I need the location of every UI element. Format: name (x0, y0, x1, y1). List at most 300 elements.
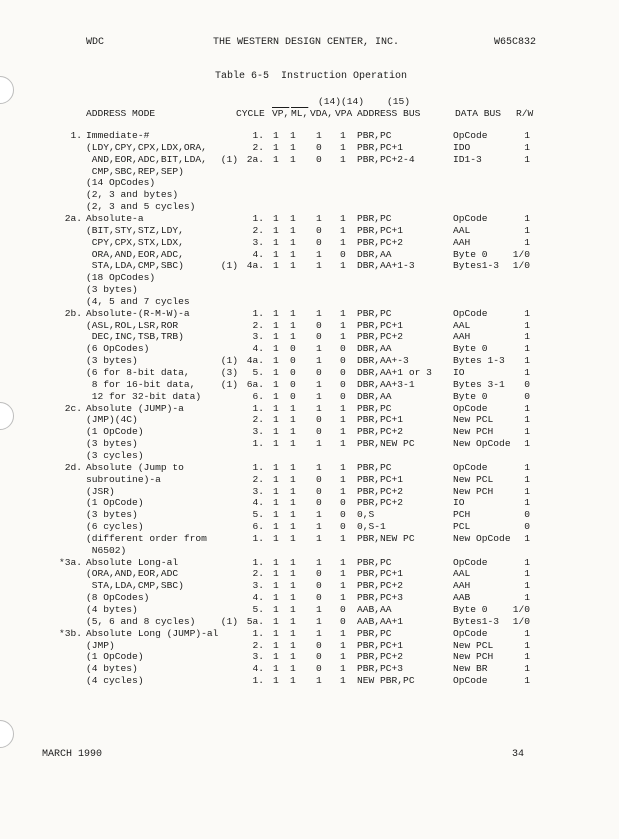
address-bus-value: PBR,PC+1 (357, 414, 404, 426)
header-address-bus: ADDRESS BUS (357, 108, 421, 119)
vda-signal: 1 (316, 509, 322, 521)
table-row (0, 568, 619, 579)
cycle-number: 1. (252, 438, 264, 450)
data-bus-value: New OpCode (453, 532, 511, 544)
mode-description: (4 cycles) (86, 675, 144, 687)
mode-description: (4 bytes) (86, 663, 138, 675)
table-row (0, 663, 619, 674)
vda-signal: 0 (316, 639, 322, 651)
ml-signal: 1 (290, 663, 296, 675)
table-row (0, 592, 619, 603)
table-row (0, 331, 619, 342)
vpa-signal: 0 (340, 343, 346, 355)
table-row (0, 308, 619, 319)
table-row (0, 201, 619, 212)
ml-signal: 1 (290, 651, 296, 663)
header-vda: VDA, (310, 108, 334, 119)
vda-signal: 0 (316, 367, 322, 378)
cycle-number: 5. (252, 367, 264, 378)
cycle-number: 2. (252, 141, 264, 153)
ml-signal: 1 (290, 153, 296, 165)
ml-signal: 0 (290, 367, 296, 378)
vda-signal: 0 (316, 497, 322, 509)
vda-signal: 1 (316, 627, 322, 639)
vp-signal: 1 (273, 627, 279, 639)
vda-signal: 1 (316, 248, 322, 260)
cycle-number: 2. (252, 639, 264, 651)
mode-description: (ORA,AND,EOR,ADC (86, 568, 179, 580)
vp-signal: 1 (273, 307, 279, 319)
ml-signal: 1 (290, 414, 296, 426)
ml-signal: 1 (290, 532, 296, 544)
rw-signal: 1 (524, 461, 530, 473)
rw-signal: 1 (524, 367, 530, 378)
cycle-number: 4a. (246, 355, 264, 367)
vpa-signal: 0 (340, 615, 346, 627)
rw-signal: 1 (524, 236, 530, 248)
mode-description: (2, 3 and 5 cycles) (86, 201, 196, 213)
table-row (0, 142, 619, 153)
table-row (0, 320, 619, 331)
data-bus-value: New PCL (453, 473, 494, 485)
header-address-mode: ADDRESS MODE (86, 108, 156, 119)
table-row (0, 249, 619, 260)
address-bus-value: PBR,PC+2 (357, 580, 404, 592)
mode-description: 12 for 32-bit data) (86, 390, 202, 402)
vp-signal: 1 (273, 260, 279, 272)
data-bus-value: New PCL (453, 639, 494, 651)
mode-description: (6 for 8-bit data, (86, 367, 190, 378)
table-row (0, 545, 619, 556)
rw-signal: 0 (524, 378, 530, 390)
table-row (0, 474, 619, 485)
rw-signal: 1 (524, 663, 530, 675)
rw-signal: 1 (524, 307, 530, 319)
vp-signal: 1 (273, 592, 279, 604)
mode-description: (4, 5 and 7 cycles (86, 295, 190, 307)
vp-signal: 1 (273, 212, 279, 224)
table-row (0, 355, 619, 366)
vda-signal: 1 (316, 556, 322, 568)
vpa-signal: 1 (340, 224, 346, 236)
vpa-signal: 1 (340, 331, 346, 343)
cycle-number: 1. (252, 130, 264, 141)
vp-signal: 1 (273, 438, 279, 450)
address-bus-value: DBR,AA (357, 390, 392, 402)
vpa-signal: 1 (340, 212, 346, 224)
vp-signal: 1 (273, 509, 279, 521)
vpa-signal: 1 (340, 627, 346, 639)
address-bus-value: DBR,AA+1 or 3 (357, 367, 432, 378)
data-bus-value: Bytes 1-3 (453, 355, 505, 367)
address-bus-value: DBR,AA (357, 343, 392, 355)
rw-signal: 1/0 (512, 615, 530, 627)
header-vp: VP, (272, 108, 290, 119)
vpa-signal: 1 (340, 153, 346, 165)
data-bus-value: Bytes1-3 (453, 615, 500, 627)
mode-description: Absolute-(R-M-W)-a (86, 307, 190, 319)
cycle-number: 3. (252, 651, 264, 663)
rw-signal: 1 (524, 438, 530, 450)
vp-signal: 1 (273, 343, 279, 355)
data-bus-value: OpCode (453, 307, 488, 319)
ml-signal: 1 (290, 130, 296, 141)
vpa-signal: 0 (340, 497, 346, 509)
vda-signal: 1 (316, 521, 322, 533)
table-row (0, 414, 619, 425)
vpa-signal: 1 (340, 438, 346, 450)
mode-description: (BIT,STY,STZ,LDY, (86, 224, 184, 236)
vp-signal: 1 (273, 532, 279, 544)
mode-description: (2, 3 and bytes) (86, 189, 179, 201)
rw-signal: 1 (524, 675, 530, 687)
data-bus-value: New PCH (453, 651, 494, 663)
vp-signal: 1 (273, 236, 279, 248)
vpa-signal: 1 (340, 485, 346, 497)
data-bus-value: PCH (453, 509, 471, 521)
data-bus-value: IO (453, 497, 465, 509)
address-bus-value: PBR,PC+1 (357, 568, 404, 580)
cycle-number: 1. (252, 675, 264, 687)
table-row (0, 296, 619, 307)
header-rw: R/W (516, 108, 534, 119)
ml-signal: 1 (290, 402, 296, 414)
rw-signal: 1 (524, 556, 530, 568)
cycle-number: 1. (252, 307, 264, 319)
rw-signal: 1 (524, 426, 530, 438)
vpa-signal: 1 (340, 532, 346, 544)
vda-signal: 0 (316, 153, 322, 165)
table-row (0, 260, 619, 271)
address-bus-value: PBR,PC (357, 130, 392, 141)
address-bus-value: PBR,PC+3 (357, 592, 404, 604)
vda-signal: 1 (316, 212, 322, 224)
mode-description: (14 OpCodes) (86, 177, 156, 189)
address-bus-value: PBR,PC (357, 212, 392, 224)
table-row (0, 237, 619, 248)
vpa-signal: 1 (340, 663, 346, 675)
vp-signal: 1 (273, 141, 279, 153)
mode-description: (3 bytes) (86, 355, 138, 367)
data-bus-value: Byte 0 (453, 390, 488, 402)
vda-signal: 0 (316, 485, 322, 497)
mode-description: ORA,AND,EOR,ADC, (86, 248, 184, 260)
address-bus-value: PBR,PC+2-4 (357, 153, 415, 165)
table-row (0, 379, 619, 390)
address-bus-value: DBR,AA+1-3 (357, 260, 415, 272)
mode-number: *3b. (58, 627, 82, 639)
table-row (0, 403, 619, 414)
note-vda: (14) (318, 96, 342, 107)
vpa-signal: 1 (340, 639, 346, 651)
ml-signal: 1 (290, 319, 296, 331)
vda-signal: 1 (316, 343, 322, 355)
data-bus-value: AAH (453, 580, 471, 592)
ml-signal: 1 (290, 141, 296, 153)
mode-description: Absolute (JUMP)-a (86, 402, 184, 414)
rw-signal: 1 (524, 485, 530, 497)
table-row (0, 343, 619, 354)
address-bus-value: 0,S-1 (357, 521, 386, 533)
address-bus-value: PBR,PC+1 (357, 224, 404, 236)
vpa-signal: 1 (340, 580, 346, 592)
address-bus-value: PBR,PC+1 (357, 319, 404, 331)
footer-date: MARCH 1990 (42, 749, 103, 760)
binder-hole (0, 720, 14, 748)
table-row (0, 509, 619, 520)
header-left: WDC (86, 37, 105, 48)
mode-description: Absolute-a (86, 212, 144, 224)
vp-signal: 1 (273, 580, 279, 592)
vp-signal: 1 (273, 615, 279, 627)
vda-signal: 1 (316, 130, 322, 141)
ml-signal: 1 (290, 592, 296, 604)
cycle-number: 1. (252, 532, 264, 544)
ml-signal: 0 (290, 378, 296, 390)
page-number: 34 (512, 749, 525, 760)
data-bus-value: Byte 0 (453, 248, 488, 260)
vp-signal: 1 (273, 568, 279, 580)
cycle-number: 5. (252, 509, 264, 521)
address-bus-value: PBR,PC+2 (357, 236, 404, 248)
data-bus-value: OpCode (453, 556, 488, 568)
ml-signal: 1 (290, 248, 296, 260)
table-row (0, 497, 619, 508)
ml-signal: 1 (290, 236, 296, 248)
cycle-number: 4a. (246, 260, 264, 272)
vpa-signal: 0 (340, 355, 346, 367)
mode-description: (3 bytes) (86, 438, 138, 450)
vp-signal: 1 (273, 319, 279, 331)
vpa-signal: 0 (340, 367, 346, 378)
mode-number: 2b. (64, 307, 82, 319)
footnote-ref: (1) (220, 260, 238, 272)
ml-signal: 1 (290, 639, 296, 651)
vda-signal: 1 (316, 378, 322, 390)
vpa-signal: 1 (340, 130, 346, 141)
vp-signal: 1 (273, 130, 279, 141)
address-bus-value: PBR,PC (357, 307, 392, 319)
ml-signal: 1 (290, 615, 296, 627)
table-row (0, 130, 619, 141)
address-bus-value: DBR,AA+-3 (357, 355, 409, 367)
table-row (0, 557, 619, 568)
vda-signal: 0 (316, 319, 322, 331)
table-row (0, 177, 619, 188)
vda-signal: 1 (316, 438, 322, 450)
vpa-signal: 0 (340, 604, 346, 615)
mode-description: STA,LDA,CMP,SBC) (86, 260, 184, 272)
vpa-signal: 1 (340, 556, 346, 568)
vpa-signal: 1 (340, 402, 346, 414)
rw-signal: 1/0 (512, 604, 530, 615)
table-row (0, 272, 619, 283)
header-right: W65C832 (494, 37, 537, 48)
cycle-number: 6a. (246, 378, 264, 390)
ml-signal: 1 (290, 426, 296, 438)
rw-signal: 1 (524, 224, 530, 236)
table-row (0, 225, 619, 236)
mode-description: (1 OpCode) (86, 651, 144, 663)
cycle-number: 4. (252, 663, 264, 675)
cycle-number: 6. (252, 521, 264, 533)
vda-signal: 0 (316, 580, 322, 592)
vda-signal: 0 (316, 414, 322, 426)
address-bus-value: DBR,AA (357, 248, 392, 260)
ml-signal: 1 (290, 331, 296, 343)
vpa-signal: 1 (340, 675, 346, 687)
mode-description: STA,LDA,CMP,SBC) (86, 580, 184, 592)
vpa-signal: 1 (340, 141, 346, 153)
cycle-number: 1. (252, 212, 264, 224)
rw-signal: 1 (524, 639, 530, 651)
address-bus-value: PBR,PC+1 (357, 141, 404, 153)
rw-signal: 1/0 (512, 260, 530, 272)
rw-signal: 0 (524, 390, 530, 402)
vpa-signal: 0 (340, 378, 346, 390)
mode-description: Absolute (Jump to (86, 461, 184, 473)
mode-description: (5, 6 and 8 cycles) (86, 615, 196, 627)
mode-description: (1 OpCode) (86, 426, 144, 438)
rw-signal: 1 (524, 355, 530, 367)
cycle-number: 2. (252, 568, 264, 580)
data-bus-value: AAL (453, 568, 471, 580)
address-bus-value: AAB,AA+1 (357, 615, 404, 627)
vda-signal: 0 (316, 331, 322, 343)
vda-signal: 1 (316, 615, 322, 627)
ml-signal: 1 (290, 497, 296, 509)
vda-signal: 1 (316, 675, 322, 687)
data-bus-value: Bytes1-3 (453, 260, 500, 272)
mode-description: (6 OpCodes) (86, 343, 150, 355)
data-bus-value: IO (453, 367, 465, 378)
footnote-ref: (3) (220, 367, 238, 378)
ml-signal: 1 (290, 212, 296, 224)
vp-signal: 1 (273, 639, 279, 651)
cycle-number: 6. (252, 390, 264, 402)
mode-description: (3 bytes) (86, 284, 138, 296)
table-row (0, 675, 619, 686)
rw-signal: 1 (524, 568, 530, 580)
address-bus-value: PBR,PC+2 (357, 497, 404, 509)
rw-signal: 1 (524, 153, 530, 165)
data-bus-value: OpCode (453, 402, 488, 414)
data-bus-value: New PCH (453, 426, 494, 438)
address-bus-value: PBR,PC (357, 627, 392, 639)
ml-signal: 1 (290, 604, 296, 615)
rw-signal: 1 (524, 319, 530, 331)
header-data-bus: DATA BUS (455, 108, 502, 119)
vpa-signal: 1 (340, 461, 346, 473)
ml-signal: 0 (290, 390, 296, 402)
mode-description: Immediate-# (86, 130, 150, 141)
table-row (0, 438, 619, 449)
vda-signal: 0 (316, 651, 322, 663)
address-bus-value: PBR,PC+1 (357, 639, 404, 651)
mode-number: 1. (70, 130, 82, 141)
vp-signal: 1 (273, 485, 279, 497)
ml-signal: 0 (290, 355, 296, 367)
mode-description: (1 OpCode) (86, 497, 144, 509)
rw-signal: 1 (524, 402, 530, 414)
rw-signal: 1 (524, 532, 530, 544)
vp-signal: 1 (273, 402, 279, 414)
table-row (0, 628, 619, 639)
rw-signal: 1 (524, 343, 530, 355)
vpa-signal: 1 (340, 568, 346, 580)
ml-signal: 1 (290, 556, 296, 568)
data-bus-value: New OpCode (453, 438, 511, 450)
address-bus-value: PBR,NEW PC (357, 438, 415, 450)
cycle-number: 3. (252, 236, 264, 248)
vpa-signal: 1 (340, 414, 346, 426)
mode-description: (different order from (86, 532, 207, 544)
data-bus-value: OpCode (453, 461, 488, 473)
mode-description: subroutine)-a (86, 473, 161, 485)
address-bus-value: 0,S (357, 509, 375, 521)
mode-description: N6502) (86, 544, 127, 556)
vp-signal: 1 (273, 390, 279, 402)
mode-description: (JMP) (86, 639, 115, 651)
data-bus-value: PCL (453, 521, 471, 533)
ml-signal: 1 (290, 521, 296, 533)
ml-signal: 1 (290, 260, 296, 272)
vda-signal: 1 (316, 532, 322, 544)
rw-signal: 1 (524, 497, 530, 509)
data-bus-value: OpCode (453, 675, 488, 687)
mode-description: (6 cycles) (86, 521, 144, 533)
cycle-number: 4. (252, 497, 264, 509)
vda-signal: 0 (316, 568, 322, 580)
ml-signal: 1 (290, 307, 296, 319)
mode-description: DEC,INC,TSB,TRB) (86, 331, 184, 343)
cycle-number: 2. (252, 224, 264, 236)
mode-description: AND,EOR,ADC,BIT,LDA, (86, 153, 207, 165)
vda-signal: 1 (316, 604, 322, 615)
address-bus-value: AAB,AA (357, 604, 392, 615)
vp-signal: 1 (273, 248, 279, 260)
data-bus-value: AAL (453, 319, 471, 331)
data-bus-value: AAH (453, 236, 471, 248)
table-row (0, 462, 619, 473)
cycle-number: 2. (252, 319, 264, 331)
mode-description: (8 OpCodes) (86, 592, 150, 604)
footnote-ref: (1) (220, 153, 238, 165)
rw-signal: 1 (524, 414, 530, 426)
vda-signal: 1 (316, 390, 322, 402)
rw-signal: 1 (524, 473, 530, 485)
vpa-signal: 1 (340, 426, 346, 438)
vda-signal: 1 (316, 355, 322, 367)
data-bus-value: OpCode (453, 627, 488, 639)
vp-signal: 1 (273, 224, 279, 236)
rw-signal: 1 (524, 130, 530, 141)
rw-signal: 1 (524, 592, 530, 604)
mode-description: (18 OpCodes) (86, 272, 156, 284)
table-row (0, 640, 619, 651)
vp-signal: 1 (273, 355, 279, 367)
vp-signal: 1 (273, 675, 279, 687)
data-bus-value: Byte 0 (453, 343, 488, 355)
table-row (0, 154, 619, 165)
rw-signal: 1 (524, 580, 530, 592)
vp-signal: 1 (273, 153, 279, 165)
table-row (0, 450, 619, 461)
address-bus-value: PBR,PC+2 (357, 331, 404, 343)
table-row (0, 580, 619, 591)
header-cycle: CYCLE (236, 108, 265, 119)
ml-signal: 1 (290, 627, 296, 639)
